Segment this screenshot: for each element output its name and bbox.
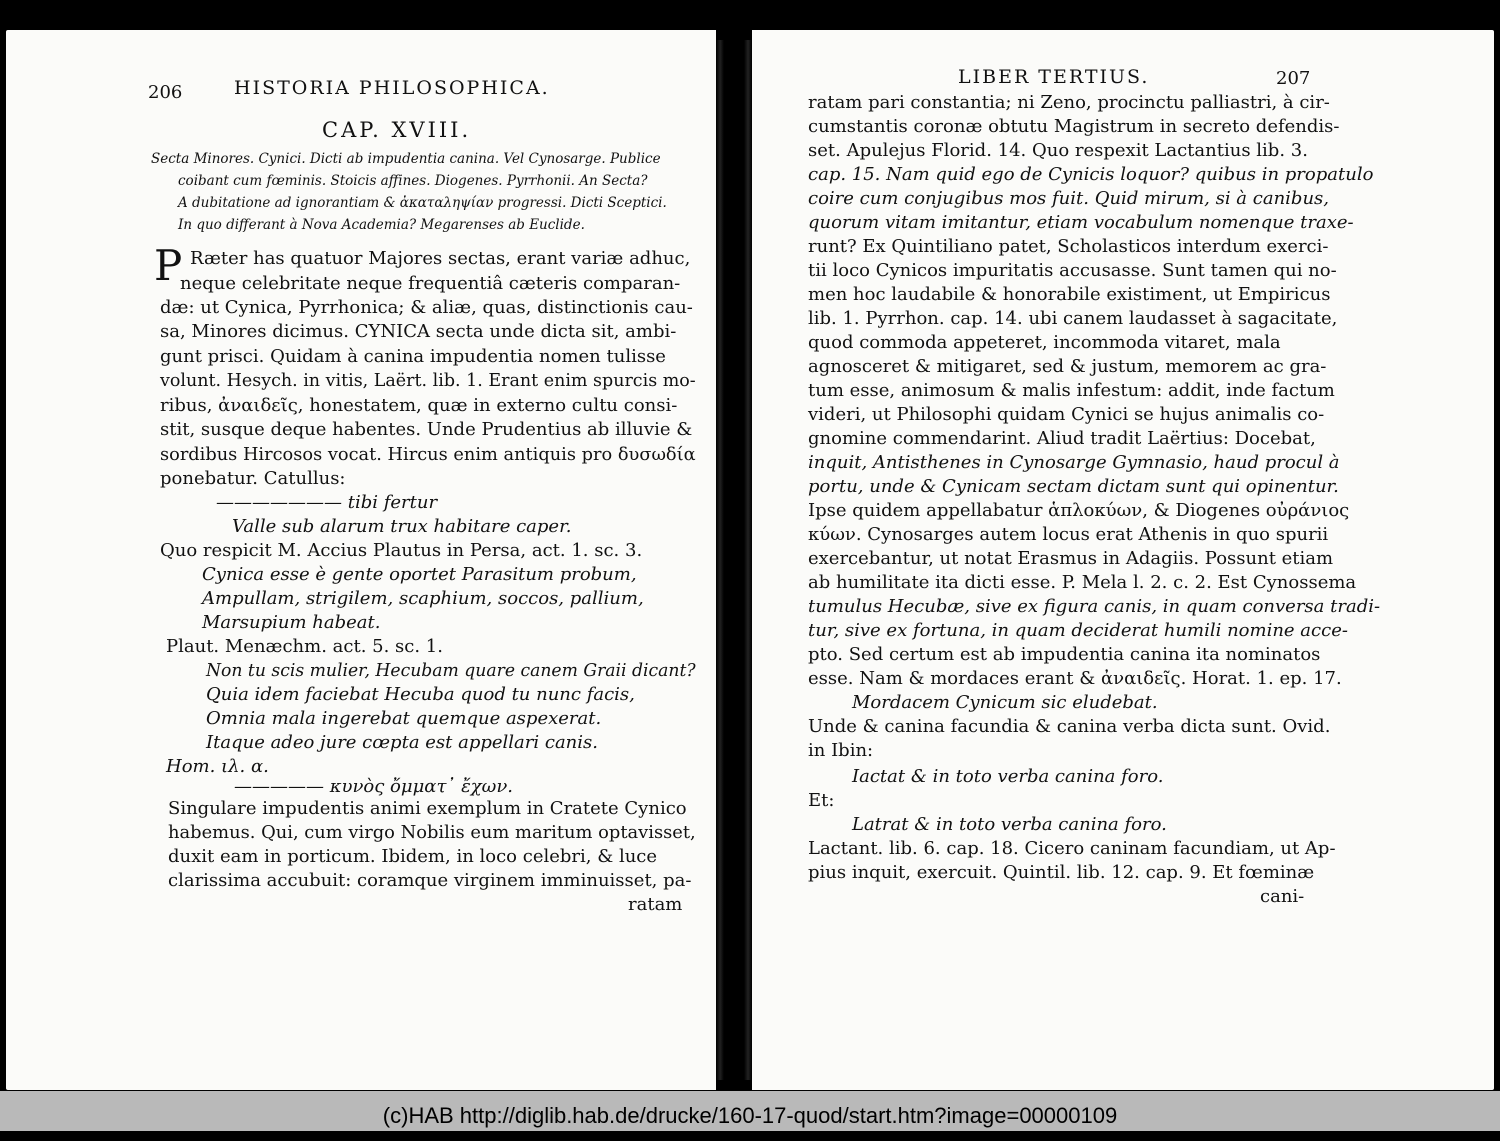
gutter-shadow [716, 40, 724, 1080]
text-line: sa, Minores dicimus. CYNICA secta unde dicta sit, ambi- [160, 321, 677, 342]
text-line: ratam pari constantia; ni Zeno, procinctu palliastri, à cir- [808, 92, 1330, 113]
text-line: sordibus Hircosos vocat. Hircus enim antiquis pro δυσωδία [160, 444, 696, 465]
text-line: Ræter has quatuor Majores sectas, erant variæ adhuc, [190, 248, 691, 269]
text-line: Singulare impudentis animi exemplum in Cratete Cynico [168, 798, 687, 819]
text-line: ab humilitate ita dicti esse. P. Mela l. 2. c. 2. Est Cynossema [808, 572, 1357, 593]
text-line: inquit, Antisthenes in Cynosarge Gymnasio, haud procul à [808, 452, 1340, 473]
verse-line: ————— κυνὸς ὄμματ᾽ ἔχων. [234, 776, 514, 797]
text-line: exercebantur, ut notat Erasmus in Adagiis. Possunt etiam [808, 548, 1334, 569]
text-line: ponebatur. Catullus: [160, 468, 346, 489]
text-line: pius inquit, exercuit. Quintil. lib. 12. cap. 9. Et fœminæ [808, 862, 1315, 883]
drop-cap: P [154, 241, 183, 290]
text-line: clarissima accubuit: coramque virginem imminuisset, pa- [168, 870, 692, 891]
text-line: gnomine commendarint. Aliud tradit Laërtius: Docebat, [808, 428, 1316, 449]
verse-line: Omnia mala ingerebat quemque aspexerat. [206, 708, 602, 729]
text-line: tum esse, animosum & malis infestum: addit, inde factum [808, 380, 1335, 401]
text-line: Et: [808, 790, 835, 811]
text-line: coire cum conjugibus mos fuit. Quid mirum, si à canibus, [808, 188, 1329, 209]
verse-line: ——————— tibi fertur [216, 492, 438, 513]
text-line: Lactant. lib. 6. cap. 18. Cicero caninam facundiam, ut Ap- [808, 838, 1336, 859]
summary-line: Secta Minores. Cynici. Dicti ab impudentia canina. Vel Cynosarge. Publice [151, 151, 661, 167]
gutter-shadow [744, 40, 752, 1080]
text-line: ribus, ἀναιδεῖς, honestatem, quæ in externo cultu consi- [160, 395, 678, 416]
verse-line: Iactat & in toto verba canina foro. [852, 766, 1164, 787]
text-line: quod commoda appeteret, incommoda vitaret, mala [808, 332, 1281, 353]
verse-line: Mordacem Cynicum sic eludebat. [852, 692, 1158, 713]
text-line: quorum vitam imitantur, etiam vocabulum nomenque traxe- [808, 212, 1354, 233]
text-line: Unde & canina facundia & canina verba dicta sunt. Ovid. [808, 716, 1331, 737]
text-line: Plaut. Menæchm. act. 5. sc. 1. [166, 636, 443, 657]
summary-line: In quo differant à Nova Academia? Megarenses ab Euclide. [178, 217, 585, 233]
verse-line: Marsupium habeat. [202, 612, 381, 633]
left-page-number: 206 [148, 82, 183, 103]
verse-line: Cynica esse è gente oportet Parasitum probum, [202, 564, 637, 585]
text-line: habemus. Qui, cum virgo Nobilis eum maritum optavisset, [168, 822, 696, 843]
verse-line: Quia idem faciebat Hecuba quod tu nunc facis, [206, 684, 635, 705]
text-line: tur, sive ex fortuna, in quam deciderat humili nomine acce- [808, 620, 1348, 641]
verse-line: Ampullam, strigilem, scaphium, soccos, pallium, [202, 588, 644, 609]
text-line: gunt prisci. Quidam à canina impudentia nomen tulisse [160, 346, 666, 367]
text-line: neque celebritate neque frequentiâ cæteris comparan- [180, 273, 681, 294]
left-page [6, 30, 716, 1090]
text-line: stit, susque deque habentes. Unde Prudentius ab illuvie & [160, 419, 693, 440]
chapter-heading: CAP. XVIII. [322, 118, 472, 142]
text-line: Quo respicit M. Accius Plautus in Persa, act. 1. sc. 3. [160, 540, 643, 561]
right-page-number: 207 [1276, 68, 1311, 89]
catchword: ratam [628, 894, 683, 915]
verse-line: Non tu scis mulier, Hecubam quare canem Graii dicant? [206, 660, 696, 681]
text-line: tii loco Cynicos impuritatis accusasse. Sunt tamen qui no- [808, 260, 1337, 281]
verse-line: Itaque adeo jure cœpta est appellari canis. [206, 732, 598, 753]
text-line: runt? Ex Quintiliano patet, Scholasticos interdum exerci- [808, 236, 1329, 257]
summary-line: A dubitatione ad ignorantiam & ἀκαταληψίαν progressi. Dicti Sceptici. [178, 195, 667, 211]
left-running-head: HISTORIA PHILOSOPHICA. [234, 77, 550, 99]
text-line: agnosceret & mitigaret, sed & justum, memorem ac gra- [808, 356, 1327, 377]
copyright-footer: (c)HAB http://diglib.hab.de/drucke/160-17-quod/start.htm?image=00000109 [0, 1091, 1500, 1131]
text-line: tumulus Hecubæ, sive ex figura canis, in quam conversa tradi- [808, 596, 1381, 617]
text-line: dæ: ut Cynica, Pyrrhonica; & aliæ, quas, distinctionis cau- [160, 297, 693, 318]
verse-line: Latrat & in toto verba canina foro. [852, 814, 1167, 835]
catchword: cani- [1260, 886, 1305, 907]
text-line: in Ibin: [808, 740, 874, 761]
right-page [752, 30, 1494, 1090]
text-line: set. Apulejus Florid. 14. Quo respexit Lactantius lib. 3. [808, 140, 1308, 161]
text-line: duxit eam in porticum. Ibidem, in loco celebri, & luce [168, 846, 658, 867]
text-line: men hoc laudabile & honorabile existiment, ut Empiricus [808, 284, 1331, 305]
text-line: portu, unde & Cynicam sectam dictam sunt qui opinentur. [808, 476, 1339, 497]
text-line: videri, ut Philosophi quidam Cynici se hujus animalis co- [808, 404, 1325, 425]
text-line: κύων. Cynosarges autem locus erat Athenis in quo spurii [808, 524, 1329, 545]
verse-line: Valle sub alarum trux habitare caper. [232, 516, 572, 537]
text-line: pto. Sed certum est ab impudentia canina ita nominatos [808, 644, 1321, 665]
text-line: cap. 15. Nam quid ego de Cynicis loquor? quibus in propatulo [808, 164, 1374, 185]
text-line: Hom. ιλ. α. [166, 756, 269, 777]
summary-line: coibant cum fœminis. Stoicis affines. Diogenes. Pyrrhonii. An Secta? [178, 173, 648, 189]
text-line: esse. Nam & mordaces erant & ἀναιδεῖς. Horat. 1. ep. 17. [808, 668, 1342, 689]
text-line: volunt. Hesych. in vitis, Laërt. lib. 1. Erant enim spurcis mo- [160, 370, 696, 391]
text-line: Ipse quidem appellabatur ἁπλοκύων, & Diogenes οὐράνιος [808, 500, 1350, 521]
text-line: cumstantis coronæ obtutu Magistrum in secreto defendis- [808, 116, 1340, 137]
text-line: lib. 1. Pyrrhon. cap. 14. ubi canem laudasset à sagacitate, [808, 308, 1338, 329]
right-running-head: LIBER TERTIUS. [958, 66, 1150, 88]
